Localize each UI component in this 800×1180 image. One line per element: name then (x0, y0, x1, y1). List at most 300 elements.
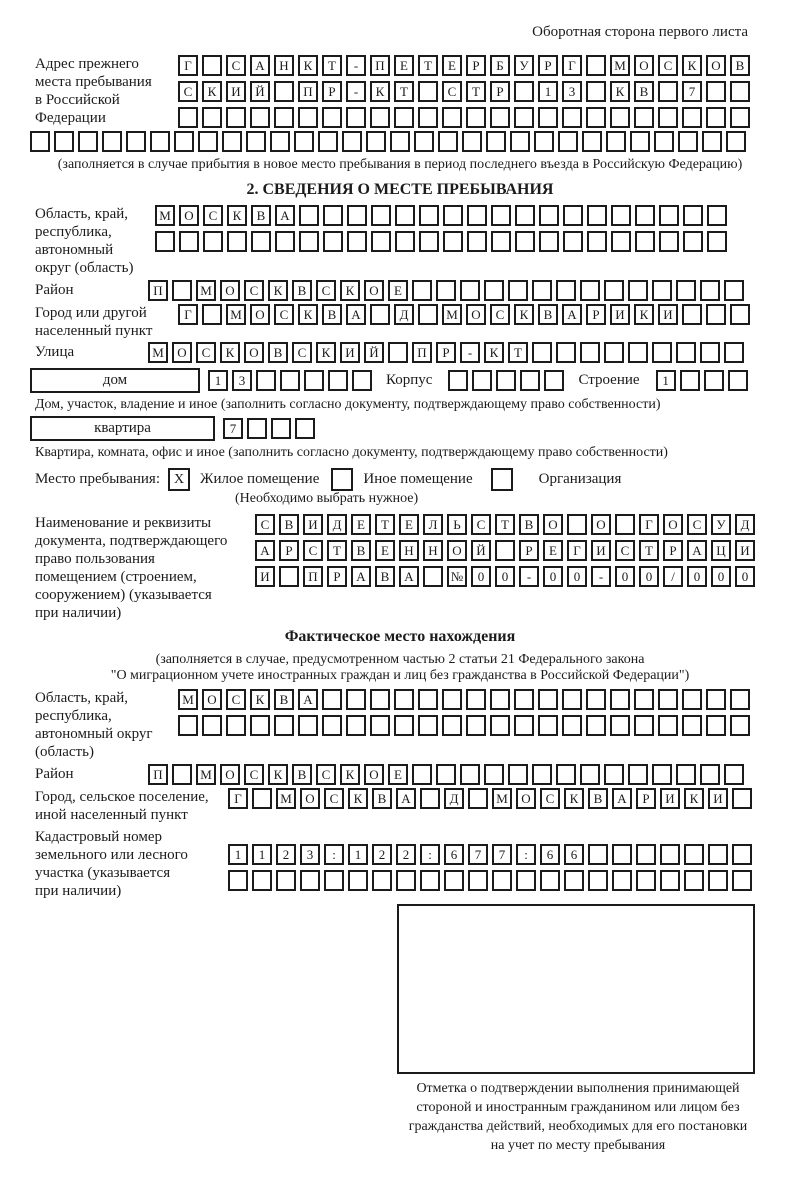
char-cell[interactable] (612, 870, 632, 891)
char-cell[interactable]: - (591, 566, 611, 587)
char-cell[interactable]: В (279, 514, 299, 535)
char-cell[interactable] (724, 764, 744, 785)
char-cell[interactable] (706, 107, 726, 128)
char-cell[interactable] (514, 715, 534, 736)
char-cell[interactable] (418, 81, 438, 102)
char-cell[interactable] (202, 107, 222, 128)
char-cell[interactable]: Е (388, 764, 408, 785)
char-cell[interactable] (676, 764, 696, 785)
char-cell[interactable]: 6 (444, 844, 464, 865)
char-cell[interactable]: С (244, 764, 264, 785)
char-cell[interactable] (556, 764, 576, 785)
char-cell[interactable]: В (268, 342, 288, 363)
char-cell[interactable] (556, 342, 576, 363)
char-cell[interactable] (634, 715, 654, 736)
char-cell[interactable] (276, 870, 296, 891)
char-cell[interactable]: М (276, 788, 296, 809)
char-cell[interactable] (252, 788, 272, 809)
char-cell[interactable] (706, 715, 726, 736)
char-cell[interactable]: 0 (615, 566, 635, 587)
char-cell[interactable]: : (324, 844, 344, 865)
char-cell[interactable]: Д (327, 514, 347, 535)
char-cell[interactable]: Г (178, 55, 198, 76)
char-cell[interactable] (586, 55, 606, 76)
char-cell[interactable] (295, 418, 315, 439)
char-cell[interactable] (544, 370, 564, 391)
char-cell[interactable]: 1 (252, 844, 272, 865)
char-cell[interactable] (318, 131, 338, 152)
char-cell[interactable]: Г (228, 788, 248, 809)
char-cell[interactable] (352, 370, 372, 391)
char-cell[interactable] (251, 231, 271, 252)
char-cell[interactable]: 7 (468, 844, 488, 865)
char-cell[interactable]: К (340, 764, 360, 785)
char-cell[interactable] (347, 231, 367, 252)
char-cell[interactable]: : (420, 844, 440, 865)
char-cell[interactable] (676, 342, 696, 363)
char-cell[interactable] (420, 870, 440, 891)
char-cell[interactable] (678, 131, 698, 152)
char-cell[interactable] (516, 870, 536, 891)
char-cell[interactable]: М (196, 280, 216, 301)
char-cell[interactable] (436, 280, 456, 301)
char-cell[interactable]: 1 (348, 844, 368, 865)
char-cell[interactable]: К (340, 280, 360, 301)
char-cell[interactable] (652, 280, 672, 301)
char-cell[interactable] (490, 715, 510, 736)
char-cell[interactable]: О (364, 280, 384, 301)
char-cell[interactable] (700, 342, 720, 363)
char-cell[interactable] (588, 870, 608, 891)
char-cell[interactable]: А (255, 540, 275, 561)
char-cell[interactable]: И (303, 514, 323, 535)
char-cell[interactable] (412, 764, 432, 785)
char-cell[interactable]: - (519, 566, 539, 587)
char-cell[interactable]: П (148, 280, 168, 301)
char-cell[interactable]: О (250, 304, 270, 325)
char-cell[interactable] (732, 870, 752, 891)
char-cell[interactable] (652, 764, 672, 785)
char-cell[interactable] (174, 131, 194, 152)
char-cell[interactable] (514, 81, 534, 102)
char-cell[interactable] (563, 205, 583, 226)
char-cell[interactable] (508, 764, 528, 785)
char-cell[interactable]: П (303, 566, 323, 587)
char-cell[interactable]: : (516, 844, 536, 865)
char-cell[interactable]: Р (327, 566, 347, 587)
char-cell[interactable]: Р (538, 55, 558, 76)
char-cell[interactable]: О (300, 788, 320, 809)
char-cell[interactable]: С (540, 788, 560, 809)
char-cell[interactable] (298, 715, 318, 736)
char-cell[interactable]: С (226, 55, 246, 76)
char-cell[interactable] (580, 342, 600, 363)
char-cell[interactable] (606, 131, 626, 152)
char-cell[interactable] (680, 370, 700, 391)
char-cell[interactable]: В (588, 788, 608, 809)
char-cell[interactable] (275, 231, 295, 252)
char-cell[interactable] (323, 205, 343, 226)
char-cell[interactable]: В (322, 304, 342, 325)
char-cell[interactable] (419, 231, 439, 252)
char-cell[interactable]: Р (519, 540, 539, 561)
char-cell[interactable] (274, 81, 294, 102)
char-cell[interactable] (610, 715, 630, 736)
char-cell[interactable] (634, 689, 654, 710)
char-cell[interactable] (540, 870, 560, 891)
char-cell[interactable]: И (255, 566, 275, 587)
char-cell[interactable] (563, 231, 583, 252)
char-cell[interactable] (491, 205, 511, 226)
char-cell[interactable] (492, 870, 512, 891)
char-cell[interactable] (460, 280, 480, 301)
char-cell[interactable]: Г (639, 514, 659, 535)
char-cell[interactable] (658, 715, 678, 736)
char-cell[interactable] (418, 107, 438, 128)
char-cell[interactable] (490, 107, 510, 128)
char-cell[interactable]: 0 (543, 566, 563, 587)
char-cell[interactable]: А (612, 788, 632, 809)
char-cell[interactable]: Е (388, 280, 408, 301)
char-cell[interactable]: К (268, 764, 288, 785)
stay-type-checkbox-organization[interactable] (491, 468, 513, 491)
char-cell[interactable] (412, 280, 432, 301)
char-cell[interactable]: 0 (471, 566, 491, 587)
char-cell[interactable] (466, 689, 486, 710)
char-cell[interactable] (491, 231, 511, 252)
char-cell[interactable]: А (346, 304, 366, 325)
char-cell[interactable] (732, 844, 752, 865)
char-cell[interactable] (508, 280, 528, 301)
char-cell[interactable] (256, 370, 276, 391)
char-cell[interactable] (724, 342, 744, 363)
char-cell[interactable]: Г (567, 540, 587, 561)
char-cell[interactable] (514, 107, 534, 128)
char-cell[interactable] (586, 715, 606, 736)
char-cell[interactable] (466, 715, 486, 736)
char-cell[interactable] (304, 370, 324, 391)
stay-type-checkbox-other[interactable] (331, 468, 353, 491)
char-cell[interactable]: С (316, 280, 336, 301)
char-cell[interactable]: 0 (735, 566, 755, 587)
char-cell[interactable] (198, 131, 218, 152)
char-cell[interactable]: В (375, 566, 395, 587)
char-cell[interactable]: 0 (495, 566, 515, 587)
char-cell[interactable] (172, 764, 192, 785)
char-cell[interactable] (150, 131, 170, 152)
char-cell[interactable] (532, 764, 552, 785)
char-cell[interactable] (438, 131, 458, 152)
char-cell[interactable] (706, 304, 726, 325)
char-cell[interactable] (394, 689, 414, 710)
char-cell[interactable]: П (370, 55, 390, 76)
char-cell[interactable]: С (442, 81, 462, 102)
char-cell[interactable] (538, 689, 558, 710)
char-cell[interactable] (420, 788, 440, 809)
char-cell[interactable] (274, 715, 294, 736)
char-cell[interactable] (484, 280, 504, 301)
char-cell[interactable] (448, 370, 468, 391)
char-cell[interactable]: С (255, 514, 275, 535)
char-cell[interactable]: Т (495, 514, 515, 535)
char-cell[interactable]: № (447, 566, 467, 587)
char-cell[interactable] (388, 342, 408, 363)
char-cell[interactable] (274, 107, 294, 128)
char-cell[interactable]: Д (444, 788, 464, 809)
char-cell[interactable] (394, 715, 414, 736)
char-cell[interactable]: О (466, 304, 486, 325)
char-cell[interactable] (468, 788, 488, 809)
char-cell[interactable]: К (227, 205, 247, 226)
char-cell[interactable] (490, 689, 510, 710)
char-cell[interactable]: К (202, 81, 222, 102)
char-cell[interactable]: С (615, 540, 635, 561)
char-cell[interactable]: Р (636, 788, 656, 809)
char-cell[interactable] (155, 231, 175, 252)
char-cell[interactable] (539, 205, 559, 226)
char-cell[interactable] (30, 131, 50, 152)
char-cell[interactable]: К (348, 788, 368, 809)
char-cell[interactable]: О (663, 514, 683, 535)
char-cell[interactable]: О (220, 764, 240, 785)
char-cell[interactable] (299, 231, 319, 252)
char-cell[interactable] (634, 107, 654, 128)
char-cell[interactable] (442, 689, 462, 710)
char-cell[interactable]: В (274, 689, 294, 710)
char-cell[interactable] (322, 715, 342, 736)
char-cell[interactable] (324, 870, 344, 891)
char-cell[interactable] (558, 131, 578, 152)
char-cell[interactable]: В (292, 280, 312, 301)
char-cell[interactable] (586, 689, 606, 710)
char-cell[interactable]: С (658, 55, 678, 76)
char-cell[interactable] (604, 280, 624, 301)
char-cell[interactable]: 0 (711, 566, 731, 587)
char-cell[interactable]: Б (490, 55, 510, 76)
char-cell[interactable]: Ц (711, 540, 731, 561)
char-cell[interactable] (730, 107, 750, 128)
char-cell[interactable] (628, 280, 648, 301)
char-cell[interactable]: - (346, 55, 366, 76)
char-cell[interactable]: 7 (223, 418, 243, 439)
char-cell[interactable] (700, 764, 720, 785)
char-cell[interactable] (615, 514, 635, 535)
char-cell[interactable] (659, 231, 679, 252)
char-cell[interactable] (436, 764, 456, 785)
char-cell[interactable]: 3 (562, 81, 582, 102)
char-cell[interactable] (708, 844, 728, 865)
char-cell[interactable] (652, 342, 672, 363)
char-cell[interactable]: Ь (447, 514, 467, 535)
char-cell[interactable] (539, 231, 559, 252)
char-cell[interactable] (636, 844, 656, 865)
char-cell[interactable] (126, 131, 146, 152)
char-cell[interactable] (442, 107, 462, 128)
char-cell[interactable] (728, 370, 748, 391)
char-cell[interactable] (347, 205, 367, 226)
char-cell[interactable] (586, 81, 606, 102)
char-cell[interactable]: Е (394, 55, 414, 76)
char-cell[interactable]: И (226, 81, 246, 102)
char-cell[interactable] (538, 107, 558, 128)
char-cell[interactable] (515, 205, 535, 226)
char-cell[interactable]: С (292, 342, 312, 363)
char-cell[interactable]: С (203, 205, 223, 226)
char-cell[interactable] (202, 715, 222, 736)
char-cell[interactable] (682, 715, 702, 736)
char-cell[interactable] (226, 715, 246, 736)
char-cell[interactable]: С (196, 342, 216, 363)
char-cell[interactable] (612, 844, 632, 865)
char-cell[interactable]: М (226, 304, 246, 325)
char-cell[interactable]: С (316, 764, 336, 785)
char-cell[interactable] (348, 870, 368, 891)
char-cell[interactable]: О (706, 55, 726, 76)
char-cell[interactable] (462, 131, 482, 152)
char-cell[interactable]: Р (663, 540, 683, 561)
char-cell[interactable]: Р (436, 342, 456, 363)
char-cell[interactable] (423, 566, 443, 587)
char-cell[interactable] (246, 131, 266, 152)
char-cell[interactable]: Й (364, 342, 384, 363)
char-cell[interactable]: К (316, 342, 336, 363)
char-cell[interactable] (556, 280, 576, 301)
char-cell[interactable] (472, 370, 492, 391)
char-cell[interactable] (660, 844, 680, 865)
char-cell[interactable] (496, 370, 516, 391)
char-cell[interactable] (252, 870, 272, 891)
char-cell[interactable]: Т (327, 540, 347, 561)
char-cell[interactable]: Р (322, 81, 342, 102)
char-cell[interactable] (682, 107, 702, 128)
char-cell[interactable]: Д (735, 514, 755, 535)
char-cell[interactable] (611, 231, 631, 252)
char-cell[interactable] (730, 689, 750, 710)
char-cell[interactable]: В (519, 514, 539, 535)
char-cell[interactable]: К (682, 55, 702, 76)
char-cell[interactable] (323, 231, 343, 252)
char-cell[interactable]: О (591, 514, 611, 535)
char-cell[interactable] (586, 107, 606, 128)
char-cell[interactable] (444, 870, 464, 891)
char-cell[interactable] (468, 870, 488, 891)
char-cell[interactable]: О (202, 689, 222, 710)
char-cell[interactable]: С (226, 689, 246, 710)
char-cell[interactable] (342, 131, 362, 152)
char-cell[interactable]: Е (399, 514, 419, 535)
char-cell[interactable] (514, 689, 534, 710)
char-cell[interactable]: А (399, 566, 419, 587)
char-cell[interactable] (704, 370, 724, 391)
char-cell[interactable] (635, 231, 655, 252)
char-cell[interactable] (562, 689, 582, 710)
char-cell[interactable] (366, 131, 386, 152)
char-cell[interactable]: С (274, 304, 294, 325)
char-cell[interactable]: О (220, 280, 240, 301)
char-cell[interactable] (300, 870, 320, 891)
char-cell[interactable] (510, 131, 530, 152)
char-cell[interactable]: Е (375, 540, 395, 561)
char-cell[interactable] (604, 764, 624, 785)
char-cell[interactable] (54, 131, 74, 152)
char-cell[interactable] (271, 418, 291, 439)
char-cell[interactable]: К (298, 55, 318, 76)
char-cell[interactable] (396, 870, 416, 891)
char-cell[interactable]: О (172, 342, 192, 363)
char-cell[interactable] (706, 81, 726, 102)
char-cell[interactable]: Е (442, 55, 462, 76)
char-cell[interactable]: М (442, 304, 462, 325)
char-cell[interactable] (562, 107, 582, 128)
char-cell[interactable]: Т (466, 81, 486, 102)
char-cell[interactable] (203, 231, 223, 252)
char-cell[interactable]: Д (394, 304, 414, 325)
char-cell[interactable] (467, 231, 487, 252)
char-cell[interactable]: Л (423, 514, 443, 535)
char-cell[interactable]: В (730, 55, 750, 76)
char-cell[interactable]: И (591, 540, 611, 561)
char-cell[interactable]: А (687, 540, 707, 561)
char-cell[interactable] (279, 566, 299, 587)
char-cell[interactable]: Р (586, 304, 606, 325)
char-cell[interactable]: В (634, 81, 654, 102)
char-cell[interactable] (587, 205, 607, 226)
char-cell[interactable] (684, 844, 704, 865)
char-cell[interactable]: К (564, 788, 584, 809)
char-cell[interactable] (495, 540, 515, 561)
char-cell[interactable]: 2 (396, 844, 416, 865)
char-cell[interactable]: Т (375, 514, 395, 535)
char-cell[interactable] (732, 788, 752, 809)
stay-type-checkbox-residential[interactable]: X (168, 468, 190, 491)
char-cell[interactable] (466, 107, 486, 128)
char-cell[interactable] (178, 715, 198, 736)
char-cell[interactable]: 0 (687, 566, 707, 587)
char-cell[interactable]: В (251, 205, 271, 226)
char-cell[interactable] (587, 231, 607, 252)
char-cell[interactable]: 7 (492, 844, 512, 865)
char-cell[interactable]: 0 (567, 566, 587, 587)
char-cell[interactable]: К (634, 304, 654, 325)
char-cell[interactable]: Т (639, 540, 659, 561)
char-cell[interactable] (395, 231, 415, 252)
char-cell[interactable] (724, 280, 744, 301)
char-cell[interactable] (322, 689, 342, 710)
char-cell[interactable]: Е (351, 514, 371, 535)
char-cell[interactable] (532, 342, 552, 363)
char-cell[interactable] (707, 205, 727, 226)
char-cell[interactable]: К (514, 304, 534, 325)
char-cell[interactable]: С (324, 788, 344, 809)
char-cell[interactable]: С (471, 514, 491, 535)
char-cell[interactable] (636, 870, 656, 891)
char-cell[interactable] (270, 131, 290, 152)
char-cell[interactable] (346, 107, 366, 128)
char-cell[interactable]: К (684, 788, 704, 809)
char-cell[interactable] (346, 689, 366, 710)
char-cell[interactable]: Н (399, 540, 419, 561)
char-cell[interactable] (628, 342, 648, 363)
char-cell[interactable] (580, 764, 600, 785)
char-cell[interactable] (418, 689, 438, 710)
char-cell[interactable] (708, 870, 728, 891)
char-cell[interactable]: А (562, 304, 582, 325)
char-cell[interactable] (280, 370, 300, 391)
char-cell[interactable] (228, 870, 248, 891)
char-cell[interactable]: Т (322, 55, 342, 76)
char-cell[interactable] (611, 205, 631, 226)
char-cell[interactable]: В (538, 304, 558, 325)
